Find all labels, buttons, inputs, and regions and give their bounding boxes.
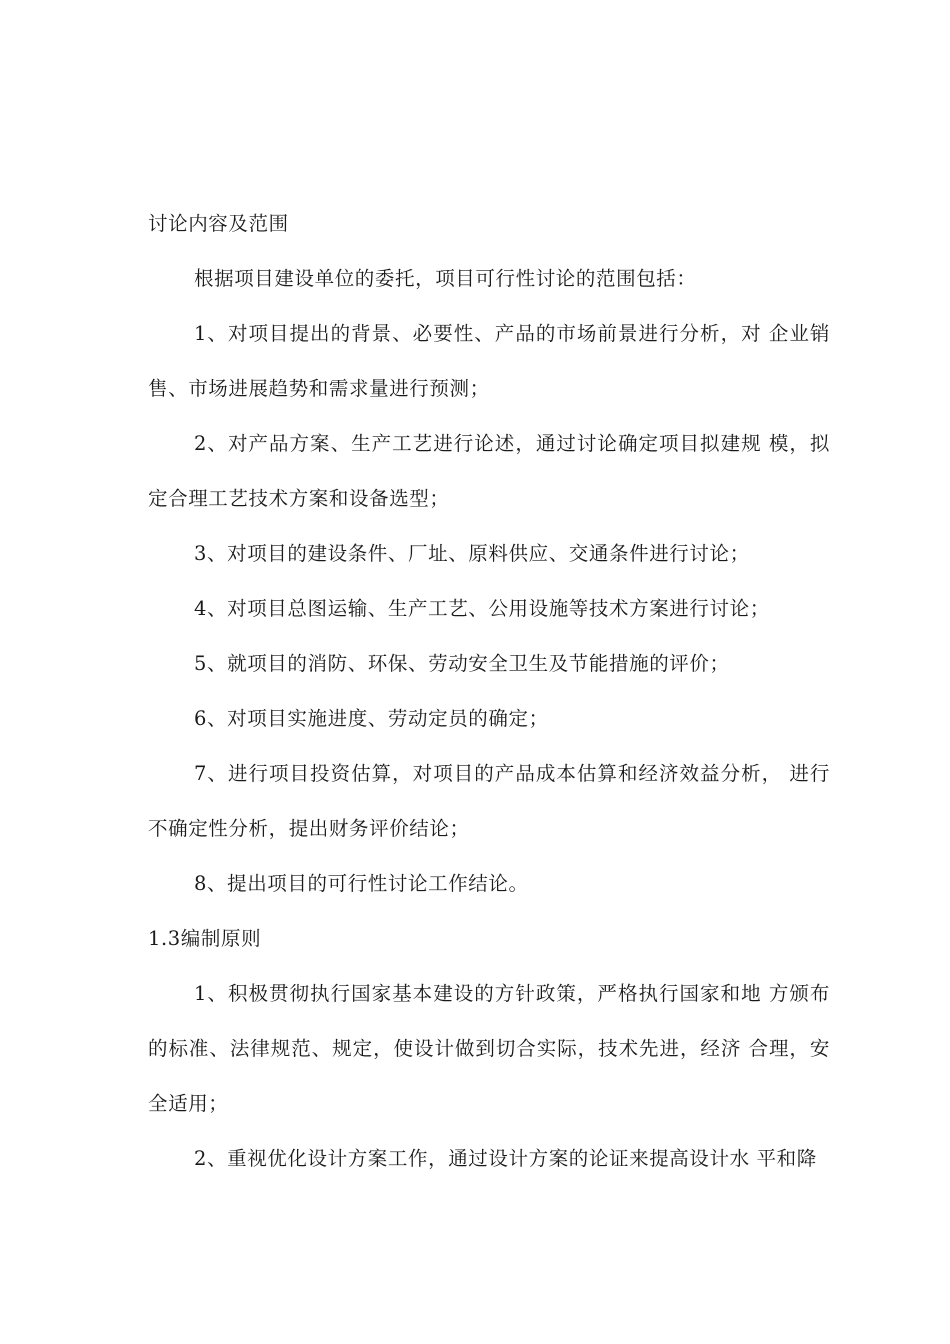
section-heading-scope: 讨论内容及范围 [148,212,289,235]
scope-item-6: 6、对项目实施进度、劳动定员的确定； [194,707,549,730]
scope-item-5: 5、就项目的消防、环保、劳动安全卫生及节能措施的评价； [194,652,730,675]
scope-intro-paragraph: 根据项目建设单位的委托，项目可行性讨论的范围包括： [194,267,697,290]
section-heading-principles: 1.3编制原则 [148,927,262,950]
principle-item-1: 1、积极贯彻执行国家基本建设的方针政策，严格执行国家和地 方颁布的标准、法律规范、规定，使设计做到切合实际，技术先进，经济 合理，安全适用； [148,982,830,1115]
scope-item-4: 4、对项目总图运输、生产工艺、公用设施等技术方案进行讨论； [194,597,770,620]
scope-item-1: 1、对项目提出的背景、必要性、产品的市场前景进行分析，对 企业销售、市场进展趋势和需求量进行预测； [148,322,830,400]
principle-item-2: 2、重视优化设计方案工作，通过设计方案的论证来提高设计水 平和降 [194,1147,817,1170]
scope-item-8: 8、提出项目的可行性讨论工作结论。 [194,872,529,895]
scope-item-2: 2、对产品方案、生产工艺进行论述，通过讨论确定项目拟建规 模，拟定合理工艺技术方案和设备选型； [148,432,830,510]
scope-item-7: 7、进行项目投资估算，对项目的产品成本估算和经济效益分析， 进行不确定性分析，提出财务评价结论； [148,762,830,840]
scope-item-3: 3、对项目的建设条件、厂址、原料供应、交通条件进行讨论； [194,542,750,565]
document-body [148,196,830,1186]
